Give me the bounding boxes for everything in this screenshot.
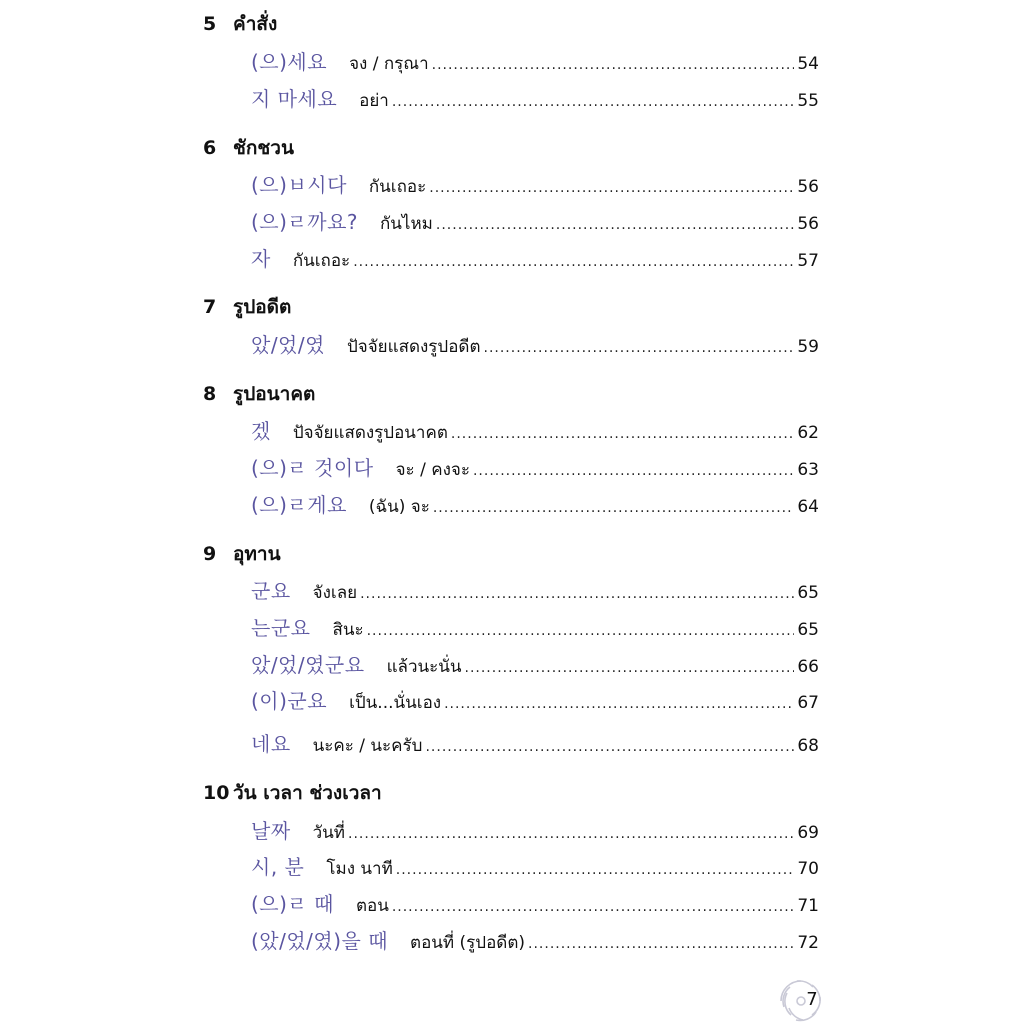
section-heading: [203, 778, 382, 808]
page-ref: 56: [797, 177, 819, 197]
section-title: รูปอดีต: [233, 296, 292, 318]
page-ref: 72: [797, 933, 819, 953]
page-ref: 67: [797, 693, 819, 713]
section-title: คำสั่ง: [233, 13, 278, 35]
toc-entry[interactable]: [251, 416, 819, 446]
toc-entry[interactable]: [251, 926, 819, 956]
page-ref: 69: [797, 823, 819, 843]
korean-grammar: 았/었/였군요: [251, 653, 365, 677]
page-ref: 68: [797, 736, 819, 756]
section-title: วัน เวลา ช่วงเวลา: [233, 782, 382, 804]
section-title: อุทาน: [233, 543, 281, 565]
section-heading: [203, 379, 315, 409]
section-heading: [203, 133, 294, 163]
section-heading: [203, 539, 281, 569]
toc-entry[interactable]: [251, 889, 819, 919]
page-ref: 63: [797, 460, 819, 480]
page-ref: 57: [797, 251, 819, 271]
page-ref: 56: [797, 214, 819, 234]
page-ref: 71: [797, 896, 819, 916]
dot-leader: [348, 819, 794, 849]
page-ref: 66: [797, 657, 819, 677]
korean-grammar: (으)ㄹ 것이다: [251, 456, 374, 480]
thai-meaning: แล้วนะนั่น: [386, 657, 462, 677]
dot-leader: [392, 87, 795, 117]
toc-entry[interactable]: [251, 729, 819, 759]
dot-leader: [360, 579, 794, 609]
dot-leader: [396, 855, 795, 885]
dot-leader: [367, 616, 795, 646]
korean-grammar: (으)ㄹ까요?: [251, 210, 359, 234]
thai-meaning: นะคะ / นะครับ: [312, 736, 423, 756]
page-ref: 59: [797, 337, 819, 357]
korean-grammar: 자: [251, 247, 271, 271]
toc-entry[interactable]: [251, 613, 819, 643]
thai-meaning: กันเถอะ: [368, 177, 427, 197]
thai-meaning: วันที่: [312, 823, 346, 843]
section-number: 5: [203, 13, 217, 35]
korean-grammar: (이)군요: [251, 689, 328, 713]
thai-meaning: กันไหม: [380, 214, 433, 234]
korean-grammar: (으)ㅂ시다: [251, 173, 347, 197]
thai-meaning: จังเลย: [312, 583, 358, 603]
section-number: 8: [203, 383, 217, 405]
toc-entry[interactable]: [251, 816, 819, 846]
toc-entry[interactable]: [251, 686, 819, 716]
toc-entry[interactable]: [251, 170, 819, 200]
section-title: ชักชวน: [233, 137, 294, 159]
page-ref: 62: [797, 423, 819, 443]
toc-entry[interactable]: [251, 244, 819, 274]
korean-grammar: (으)ㄹ게요: [251, 493, 347, 517]
thai-meaning: ตอน: [355, 896, 389, 916]
page-ref: 54: [797, 54, 819, 74]
korean-grammar: 시, 분: [251, 855, 305, 879]
thai-meaning: สินะ: [332, 620, 364, 640]
toc-entry[interactable]: [251, 576, 819, 606]
dot-leader: [433, 493, 795, 523]
toc-entry[interactable]: [251, 47, 819, 77]
page-ref: 64: [797, 497, 819, 517]
korean-grammar: (으)ㄹ 때: [251, 892, 334, 916]
section-number: 9: [203, 543, 217, 565]
page-ref: 70: [797, 859, 819, 879]
section-heading: [203, 9, 277, 39]
dot-leader: [425, 732, 794, 762]
thai-meaning: จะ / คงจะ: [395, 460, 470, 480]
section-number: 6: [203, 137, 217, 159]
dot-leader: [465, 653, 795, 683]
toc-entry[interactable]: [251, 453, 819, 483]
korean-grammar: 네요: [251, 732, 291, 756]
toc-entry[interactable]: [251, 852, 819, 882]
section-number: 7: [203, 296, 217, 318]
thai-meaning: โมง นาที: [326, 859, 393, 879]
dot-leader: [444, 689, 794, 719]
page-ref: 65: [797, 620, 819, 640]
thai-meaning: กันเถอะ: [292, 251, 351, 271]
dot-leader: [429, 173, 794, 203]
korean-grammar: 날짜: [251, 819, 291, 843]
section-heading: [203, 292, 291, 322]
thai-meaning: ปัจจัยแสดงรูปอดีต: [346, 337, 481, 357]
korean-grammar: 았/었/였: [251, 333, 325, 357]
page-ref: 55: [797, 91, 819, 111]
page-number: 7: [806, 989, 818, 1010]
dot-leader: [484, 333, 795, 363]
korean-grammar: 겠: [251, 419, 271, 443]
korean-grammar: 군요: [251, 579, 291, 603]
thai-meaning: อย่า: [359, 91, 389, 111]
thai-meaning: ปัจจัยแสดงรูปอนาคต: [292, 423, 448, 443]
dot-leader: [528, 929, 794, 959]
thai-meaning: จง / กรุณา: [349, 54, 429, 74]
korean-grammar: (으)세요: [251, 50, 328, 74]
dot-leader: [392, 892, 795, 922]
toc-entry[interactable]: [251, 330, 819, 360]
section-number: 10: [203, 782, 230, 804]
toc-entry[interactable]: [251, 207, 819, 237]
toc-entry[interactable]: [251, 84, 819, 114]
dot-leader: [436, 210, 794, 240]
dot-leader: [473, 456, 794, 486]
thai-meaning: เป็น...นั่นเอง: [349, 693, 442, 713]
section-title: รูปอนาคต: [233, 383, 316, 405]
page-ref: 65: [797, 583, 819, 603]
thai-meaning: ตอนที่ (รูปอดีต): [410, 933, 526, 953]
korean-grammar: 지 마세요: [251, 87, 338, 111]
dot-leader: [451, 419, 794, 449]
toc-entry[interactable]: [251, 490, 819, 520]
dot-leader: [432, 50, 795, 80]
korean-grammar: 는군요: [251, 616, 311, 640]
toc-entry[interactable]: [251, 650, 819, 680]
korean-grammar: (았/었/였)을 때: [251, 929, 389, 953]
dot-leader: [353, 247, 794, 277]
thai-meaning: (ฉัน) จะ: [368, 497, 430, 517]
